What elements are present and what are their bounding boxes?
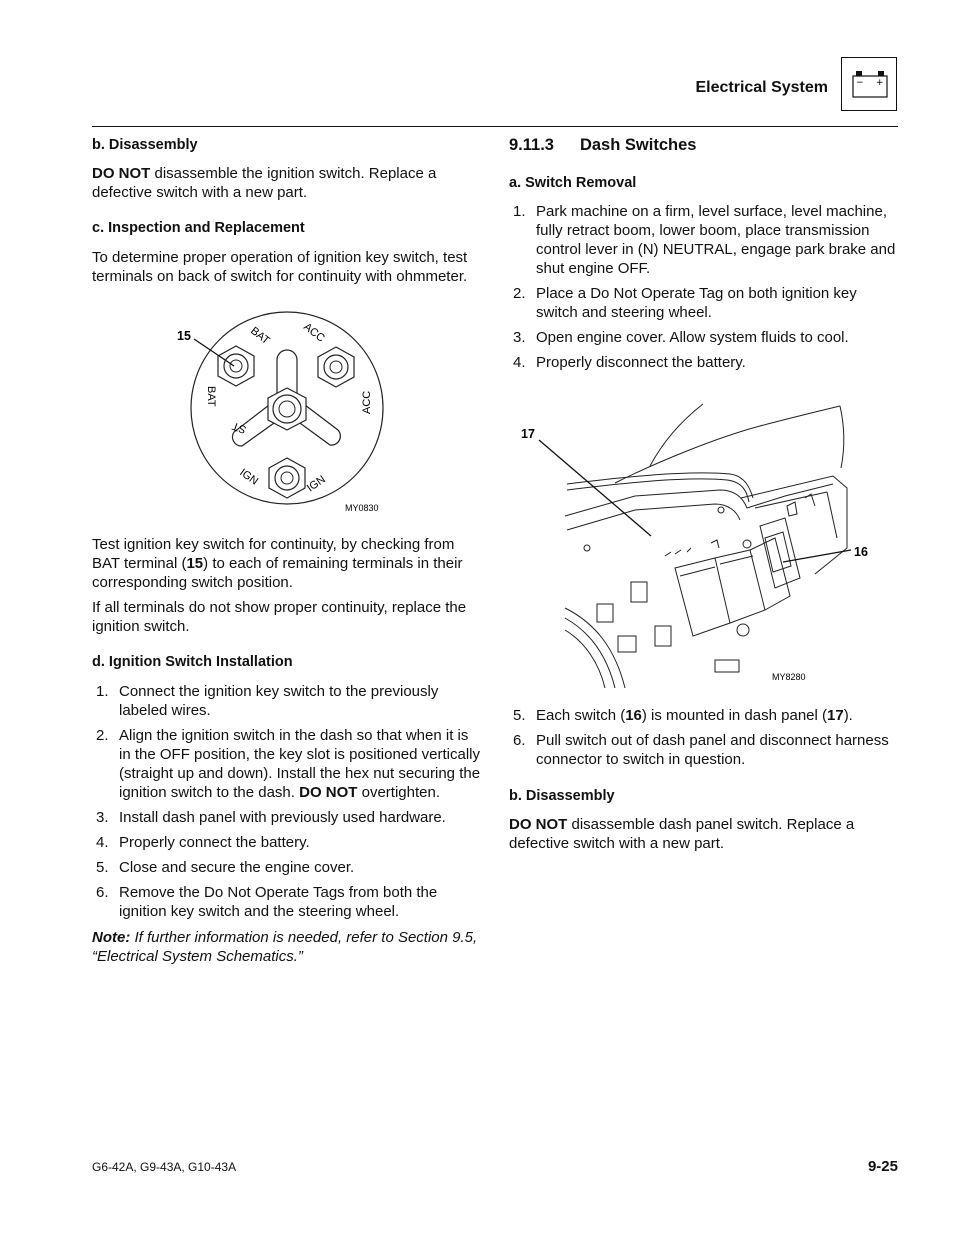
step-text-tail: overtighten. [357,784,441,801]
step-number: 4. [96,834,109,851]
battery-minus-sign: − [856,78,864,88]
test-callout-15: 15 [186,555,204,572]
step-number: 3. [96,809,109,826]
install-step [92,858,484,877]
install-step [92,883,484,921]
paragraph-disassembly [92,164,484,202]
battery-plus-sign: + [876,78,884,88]
label-acc-right: ACC [361,390,373,414]
battery-icon [841,57,897,111]
disassembly-text: disassemble dash panel switch. Replace a defective switch with a new part. [509,816,855,852]
figure-caption-my8280: MY8280 [772,672,806,682]
step-number: 2. [96,727,109,744]
section-title: Dash Switches [579,136,697,154]
step-text: Align the ignition switch in the dash so that when it is in the OFF position, the key slot is positioned vertically (straight up and down). Install the hex nut securing the ignition switch to the dash. [119,727,481,801]
paragraph-replace: If all terminals do not show proper continuity, replace the ignition switch. [92,599,467,635]
step-text: ). [843,707,853,724]
label-st: ST [230,419,249,436]
note [92,928,484,966]
page-number: 9-25 [867,1158,898,1175]
step-number: 6. [96,884,109,901]
step-number: 6. [513,732,526,749]
install-step [92,726,484,802]
test-text-b: ) to each of remaining terminals in their corresponding switch position. [92,555,463,591]
step-text: Remove the Do Not Operate Tags from both the ignition key switch and the steering wheel. [119,884,438,920]
header-rule [92,126,898,127]
callout-ref-16: 16 [625,707,642,724]
note-label: Note: [92,929,131,946]
install-step [92,833,484,852]
step-text: Place a Do Not Operate Tag on both ignition key switch and steering wheel. [536,285,857,321]
step-text: Connect the ignition key switch to the previously labeled wires. [119,683,439,719]
section-heading [509,136,901,155]
callout-15: 15 [177,329,191,343]
step-text: ) is mounted in dash panel ( [641,707,827,724]
step-text: Properly connect the battery. [119,834,310,851]
step-text: Pull switch out of dash panel and disconnect harness connector to switch in question. [536,732,889,768]
dash-panel-diagram [515,398,875,688]
removal-step [509,328,901,347]
ignition-switch-diagram [170,310,410,520]
step-number: 1. [96,683,109,700]
callout-ref-17: 17 [827,707,844,724]
install-step [92,808,484,827]
label-ign-right: IGN [304,473,328,495]
label-bat-left: BAT [205,386,217,407]
disassembly-text: disassemble the ignition switch. Replace a defective switch with a new part. [92,165,437,201]
label-bat-top: BAT [248,324,272,348]
step-number: 4. [513,354,526,371]
step-text: Each switch ( [536,707,626,724]
callout-16: 16 [854,545,868,559]
heading-disassembly: b. Disassembly [92,137,198,153]
removal-step [509,731,901,769]
ignition-switch-figure [170,310,410,520]
paragraph-inspection: To determine proper operation of ignition key switch, test terminals on back of switch for continuity with ohmmeter. [92,249,468,285]
section-number: 9.11.3 [509,136,554,154]
install-step [92,682,484,720]
footer-models: G6-42A, G9-43A, G10-43A [92,1160,237,1174]
step-text: Park machine on a firm, level surface, level machine, fully retract boom, lower boom, place transmission control lever in (N) NEUTRAL, engage park brake and shut engine OFF. [536,203,896,277]
label-ign-left: IGN [237,466,261,488]
figure-caption-my0830: MY0830 [345,503,379,513]
paragraph-disassembly-right [509,815,901,853]
removal-step [509,353,901,372]
step-text: Properly disconnect the battery. [536,354,746,371]
step-number: 5. [513,707,526,724]
test-text-a: Test ignition key switch for continuity, by checking from BAT terminal ( [92,536,455,572]
removal-step [509,202,901,278]
step-number: 5. [96,859,109,876]
callout-17: 17 [521,427,535,441]
do-not-emphasis: DO NOT [92,165,151,182]
label-acc-top: ACC [301,320,327,345]
step-number: 3. [513,329,526,346]
note-text: If further information is needed, refer to Section 9.5, “Electrical System Schematics.” [92,929,478,965]
do-not-emphasis: DO NOT [299,784,358,801]
step-number: 2. [513,285,526,302]
installation-steps [92,682,484,927]
do-not-emphasis: DO NOT [509,816,568,833]
heading-switch-removal: a. Switch Removal [509,175,637,191]
battery-icon-box [841,57,897,111]
heading-installation: d. Ignition Switch Installation [92,654,293,670]
heading-inspection: c. Inspection and Replacement [92,220,305,236]
step-text: Close and secure the engine cover. [119,859,355,876]
section-header-title: Electrical System [695,79,828,96]
dash-switches-figure [515,398,875,688]
removal-step [509,706,901,725]
step-number: 1. [513,203,526,220]
step-text: Install dash panel with previously used hardware. [119,809,446,826]
step-text: Open engine cover. Allow system fluids to cool. [536,329,849,346]
paragraph-test [92,535,484,592]
later-steps [509,706,901,775]
heading-disassembly-right: b. Disassembly [509,788,615,804]
removal-step [509,284,901,322]
removal-steps [509,202,901,378]
